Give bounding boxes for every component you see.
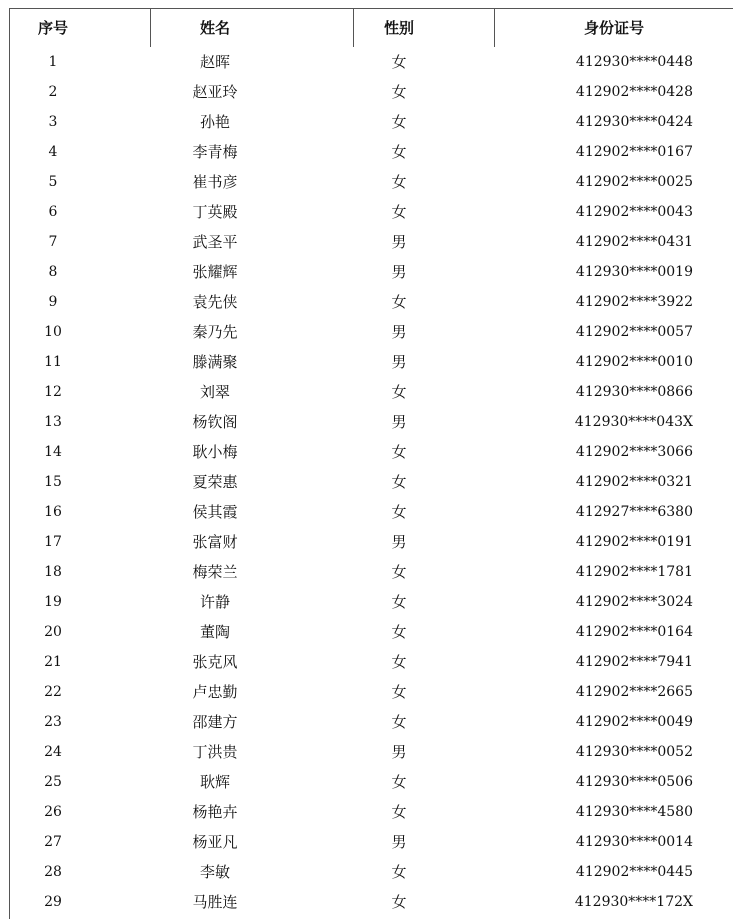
cell-gender: 女: [391, 713, 407, 731]
cell-seq: 15: [44, 474, 62, 490]
cell-id-number: 412902****3024: [575, 594, 693, 610]
table-row: [10, 467, 733, 497]
cell-gender: 女: [391, 383, 407, 401]
cell-gender: 女: [391, 773, 407, 791]
cell-name: 侯其霞: [192, 503, 238, 521]
cell-name: 卢忠勤: [192, 683, 238, 701]
cell-id-number: 412902****0431: [575, 234, 693, 250]
cell-gender: 女: [391, 443, 407, 461]
cell-gender: 女: [391, 203, 407, 221]
cell-seq: 2: [48, 84, 58, 100]
cell-seq: 20: [44, 624, 62, 640]
cell-seq: 11: [44, 354, 62, 370]
cell-id-number: 412902****2665: [575, 684, 693, 700]
cell-seq: 14: [44, 444, 62, 460]
cell-id-number: 412930****0424: [575, 114, 693, 130]
cell-name: 董陶: [199, 623, 230, 641]
cell-id-number: 412930****0506: [575, 774, 693, 790]
cell-seq: 1: [48, 54, 58, 70]
cell-name: 耿小梅: [192, 443, 238, 461]
cell-gender: 女: [391, 683, 407, 701]
cell-name: 崔书彦: [192, 173, 238, 191]
cell-id-number: 412902****0191: [575, 534, 693, 550]
table-row: [10, 137, 733, 167]
cell-name: 丁洪贵: [192, 743, 238, 761]
cell-id-number: 412930****0014: [575, 834, 693, 850]
cell-name: 丁英殿: [192, 203, 238, 221]
cell-gender: 男: [391, 233, 407, 251]
table-row: [10, 197, 733, 227]
cell-name: 滕满聚: [192, 353, 238, 371]
cell-name: 刘翠: [199, 383, 230, 401]
cell-id-number: 412930****172X: [574, 894, 693, 910]
table-row: [10, 557, 733, 587]
cell-seq: 7: [48, 234, 58, 250]
cell-seq: 28: [44, 864, 62, 880]
cell-id-number: 412902****0025: [575, 174, 693, 190]
cell-gender: 男: [391, 323, 407, 341]
cell-gender: 女: [391, 293, 407, 311]
cell-seq: 19: [44, 594, 62, 610]
cell-id-number: 412930****0052: [575, 744, 693, 760]
cell-gender: 男: [391, 533, 407, 551]
cell-id-number: 412902****3066: [575, 444, 693, 460]
table-row: [10, 47, 733, 77]
table-row: [10, 677, 733, 707]
cell-seq: 18: [44, 564, 62, 580]
cell-name: 张耀辉: [192, 263, 238, 281]
table-row: [10, 317, 733, 347]
cell-id-number: 412902****0049: [575, 714, 693, 730]
cell-id-number: 412930****0866: [575, 384, 693, 400]
cell-id-number: 412902****0164: [575, 624, 693, 640]
cell-seq: 23: [44, 714, 62, 730]
cell-id-number: 412902****1781: [575, 564, 693, 580]
cell-gender: 女: [391, 623, 407, 641]
cell-name: 李敏: [199, 863, 230, 881]
cell-name: 许静: [199, 593, 230, 611]
cell-seq: 29: [44, 894, 62, 910]
cell-seq: 4: [48, 144, 58, 160]
cell-gender: 女: [391, 563, 407, 581]
cell-name: 张富财: [192, 533, 238, 551]
cell-name: 杨亚凡: [192, 833, 238, 851]
cell-name: 李青梅: [192, 143, 238, 161]
table-row: [10, 587, 733, 617]
cell-name: 张克风: [192, 653, 238, 671]
table-row: [10, 287, 733, 317]
table-row: [10, 857, 733, 887]
table-row: [10, 167, 733, 197]
table-row: [10, 707, 733, 737]
cell-id-number: 412902****0321: [575, 474, 693, 490]
header-seq: 序号: [37, 19, 68, 37]
cell-id-number: 412902****7941: [575, 654, 693, 670]
table-row: [10, 347, 733, 377]
cell-name: 杨钦阁: [192, 413, 238, 431]
cell-gender: 女: [391, 473, 407, 491]
table-row: [10, 647, 733, 677]
cell-id-number: 412930****0448: [575, 54, 693, 70]
cell-seq: 8: [48, 264, 58, 280]
cell-name: 孙艳: [199, 113, 230, 131]
cell-id-number: 412902****0167: [575, 144, 693, 160]
cell-id-number: 412902****0010: [575, 354, 693, 370]
header-id-number: 身份证号: [583, 19, 644, 37]
table-row: [10, 77, 733, 107]
table-row: [10, 797, 733, 827]
cell-seq: 3: [48, 114, 58, 130]
cell-id-number: 412902****0445: [575, 864, 693, 880]
table-row: [10, 107, 733, 137]
table-body: [10, 47, 733, 917]
cell-seq: 16: [44, 504, 62, 520]
table-row: [10, 767, 733, 797]
cell-id-number: 412930****0019: [575, 264, 693, 280]
cell-name: 赵晖: [199, 53, 230, 71]
cell-id-number: 412927****6380: [575, 504, 693, 520]
cell-name: 耿辉: [199, 773, 230, 791]
cell-seq: 5: [48, 174, 58, 190]
cell-gender: 男: [391, 833, 407, 851]
cell-gender: 男: [391, 743, 407, 761]
cell-gender: 女: [391, 653, 407, 671]
cell-id-number: 412902****0043: [575, 204, 693, 220]
table-row: [10, 407, 733, 437]
cell-gender: 男: [391, 353, 407, 371]
cell-gender: 女: [391, 83, 407, 101]
cell-id-number: 412902****3922: [575, 294, 693, 310]
cell-seq: 17: [44, 534, 62, 550]
cell-gender: 女: [391, 53, 407, 71]
header-gender: 性别: [383, 19, 414, 37]
cell-gender: 女: [391, 173, 407, 191]
cell-gender: 女: [391, 143, 407, 161]
table-row: [10, 227, 733, 257]
cell-id-number: 412930****4580: [575, 804, 693, 820]
table-row: [10, 497, 733, 527]
cell-seq: 9: [48, 294, 58, 310]
cell-name: 梅荣兰: [192, 563, 238, 581]
cell-gender: 女: [391, 803, 407, 821]
table-row: [10, 617, 733, 647]
cell-seq: 27: [44, 834, 62, 850]
cell-seq: 13: [44, 414, 62, 430]
cell-gender: 女: [391, 113, 407, 131]
cell-gender: 女: [391, 503, 407, 521]
cell-gender: 女: [391, 593, 407, 611]
cell-gender: 女: [391, 893, 407, 911]
cell-id-number: 412930****043X: [574, 414, 693, 430]
cell-seq: 10: [44, 324, 62, 340]
cell-name: 夏荣惠: [192, 473, 238, 491]
cell-seq: 25: [44, 774, 62, 790]
cell-id-number: 412902****0428: [575, 84, 693, 100]
header-name: 姓名: [199, 19, 230, 37]
table-row: [10, 887, 733, 917]
table-row: [10, 437, 733, 467]
cell-gender: 男: [391, 413, 407, 431]
cell-seq: 24: [44, 744, 62, 760]
table-row: [10, 827, 733, 857]
cell-id-number: 412902****0057: [575, 324, 693, 340]
cell-name: 杨艳卉: [192, 803, 238, 821]
cell-seq: 26: [44, 804, 62, 820]
table-row: [10, 377, 733, 407]
cell-name: 马胜连: [192, 893, 238, 911]
cell-name: 秦乃先: [192, 323, 238, 341]
cell-seq: 21: [44, 654, 62, 670]
cell-name: 袁先侠: [192, 293, 238, 311]
cell-gender: 女: [391, 863, 407, 881]
table-row: [10, 737, 733, 767]
cell-name: 武圣平: [192, 233, 238, 251]
cell-seq: 6: [48, 204, 58, 220]
cell-name: 赵亚玲: [192, 83, 238, 101]
table-row: [10, 257, 733, 287]
table-header-row: [10, 9, 733, 47]
table-row: [10, 527, 733, 557]
cell-seq: 12: [44, 384, 62, 400]
cell-name: 邵建方: [192, 713, 238, 731]
cell-gender: 男: [391, 263, 407, 281]
cell-seq: 22: [44, 684, 62, 700]
